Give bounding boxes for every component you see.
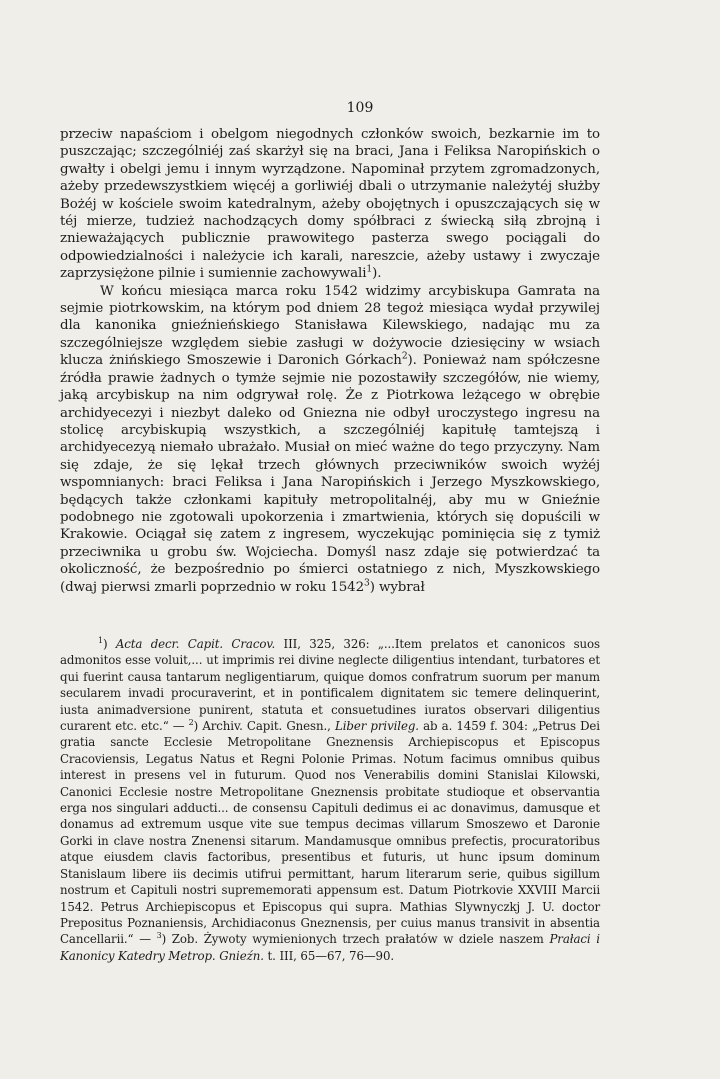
footnote-citation: Liber privileg. bbox=[334, 719, 419, 734]
footnote-citation: Prałaci i Kanonicy Katedry Metrop. Gnieźn. bbox=[60, 932, 600, 963]
footnote-citation: Acta decr. Capit. Cracov. bbox=[115, 637, 276, 651]
paragraph: przeciw napaściom i obelgom niegodnych członków swoich, bezkarnie im to puszczając; szczególniéj zaś skarżył się na braci, Jana i Feliksa Naropińskich o gwałty i obelgi jemu i innym wyrządzone. Napominał przytem zgromadzonych, ażeby przedewszystkiem więcéj a gorliwiéj dbali o utrzymanie należytéj służby Bożéj w kościele swoim katedralnym, ażeby obojętnych i opuszczających się w téj mierze, tudzież nachodzących domy spółbraci z świecką siłą zbrojną i znieważających publicznie prawowitego pasterza swego pociągali do odpowiedzialności i należycie ich karali, nareszcie, ażeby ustawy i zwyczaje zaprzysiężone pilnie i sumiennie zachowywali$^1$). bbox=[60, 127, 600, 282]
footnote-text: III, 325, 326: „...Item prelatos et canonicos suos admonitos esse voluit,... ut imprimis rei divine neglecte diligentius intendant, turbatores et qui fuerint causa tantarum negligentiarum, quique domos confratrum suorum per manum secularem invadi procuraverint, et in pontificalem dignitatem sic temere delinquerint, iusta animadversione punirent, statuta et consuetudines iuratos observari diligentius curarent etc. etc.“ — $^2$) Archiv. Capit. Gnesn., bbox=[60, 637, 600, 734]
paragraph: W końcu miesiąca marca roku 1542 widzimy arcybiskupa Gamrata na sejmie piotrkowskim, na którym pod dniem 28 tegoż miesiąca wydał przywilej dla kanonika gnieźnieńskiego Stanisława Kilewskiego, nadając mu za szczególniejsze względem siebie zasługi w dożywocie dziesięciny w wsiach klucza żnińskiego Smoszewie i Daronich Górkach$^2$). Ponieważ nam spółczesne źródła prawie żadnych o tymże sejmie nie pozostawiły szczegółów, nie wiemy, jaką arcybiskup na nim odgrywał rolę. Że z Piotrkowa leżącego w obrębie archidyecezyi i niezbyt daleko od Gniezna nie odbył uroczystego ingresu na stolicę arcybiskupią wszystkich, a szczególniéj kapitułę tamtejszą i archidyecezyą niemało ubrażało. Musiał on mieć ważne do tego przyczyny. Nam się zdaje, że się lękał trzech głównych przeciwników swoich wyżéj wspomnianych: braci Feliksa i Jana Naropińskich i Jerzego Myszkowskiego, będących także członkami kapituły metropolitalnéj, aby mu w Gnieźnie podobnego nie zgotowali upokorzenia i zmartwienia, których się dopuścili w Krakowie. Ociągał się zatem z ingresem, wyczekując pominięcia się z tymiż przeciwnika u grobu św. Wojciecha. Domyśl nasz zdaje się potwierdzać ta okoliczność, że bezpośrednio po śmierci ostatniego z nich, Myszkowskiego (dwaj pierwsi zmarli poprzednio w roku 1542$^3$) wybrał bbox=[60, 283, 600, 595]
footnote bbox=[60, 636, 600, 964]
page-number: 109 bbox=[346, 100, 374, 116]
footnote-text: ab a. 1459 f. 304: „Petrus Dei gratia sancte Ecclesie Metropolitane Gneznensis Archiepiscopus et Episcopus Cracoviensis, Legatus Natus et Regni Polonie Primas. Notum facimus omnibus quibus interest in presens vel in futurum. Quod nos Venerabilis domini Stanislai Kilowski, Canonici Ecclesie nostre Metropolitane Gneznensis probitate studioque et observantia erga nos singulari adducti... de consensu Capituli dedimus ei ac donavimus, damusque et donamus ad extremum usque vite sue tempus decimas villarum Smoszewo et Daronie Gorki in clave nostra Znenensi sitarum. Mandamusque omnibus prefectis, procuratoribus atque eiusdem clavis factoribus, presentibus et futuris, ut hunc ipsum dominum Stanislaum libere iis decimis utifrui permittant, harum literarum serie, quibus sigillum nostrum et Capituli nostri suprememorati appensum est. Datum Piotrkovie XXVIII Marcii 1542. Petrus Archiepiscopus et Episcopus qui supra. Mathias Slywnyczkj J. U. doctor Prepositus Poznaniensis, Archidiaconus Gneznensis, per cuius manus transivit in absentia Cancellarii.“ — $^3$) Zob. Żywoty wymienionych trzech prałatów w dziele naszem bbox=[60, 719, 600, 947]
footnotes bbox=[60, 636, 600, 964]
footnote-text: $^1$) bbox=[98, 636, 116, 651]
footnote-text: t. III, 65—67, 76—90. bbox=[263, 948, 395, 963]
body-text bbox=[60, 126, 600, 596]
